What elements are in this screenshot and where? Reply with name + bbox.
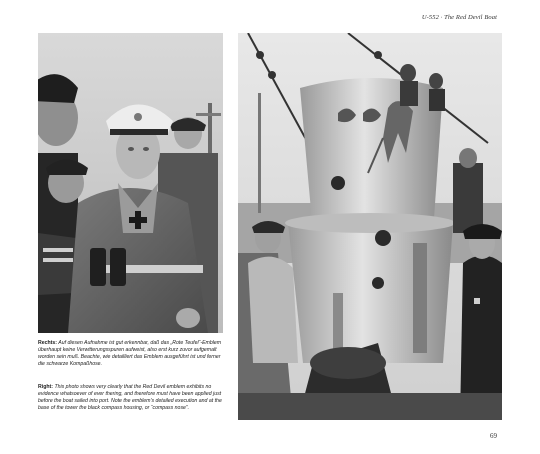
caption-german-label: Rechts: xyxy=(38,340,58,346)
photo-officers-portrait xyxy=(38,33,223,333)
photo-conning-tower-image xyxy=(238,33,502,420)
caption-english-label: Right: xyxy=(38,384,53,390)
photo-conning-tower xyxy=(238,33,502,420)
caption-english-text: This photo shows very clearly that the Red Devil emblem exhibits no evidence whatsoever of ever thering, and therefore must have been applied just before the boat sailed into port. Note the emblem's detailed execution and at the base of the tower the black compass housing, or “compass nose”. xyxy=(38,384,222,411)
caption-german xyxy=(38,340,226,368)
running-header: U-552 · The Red Devil Boat xyxy=(421,14,497,21)
page-number: 69 xyxy=(490,432,497,440)
caption-english xyxy=(38,384,226,412)
caption-german-text: Auf diesen Aufnahme ist gut erkennbar, daß das „Rote Teufel“-Emblem überhaupt keine Verwitterungsspuren aufweist, also erst kurz zuvor aufgemalt worden sein muß. Beachte, wie detailliert das Emblem ausgeführt ist und ferner die schwarze Kompaßhose. xyxy=(38,340,222,367)
photo-officers-image xyxy=(38,33,223,333)
